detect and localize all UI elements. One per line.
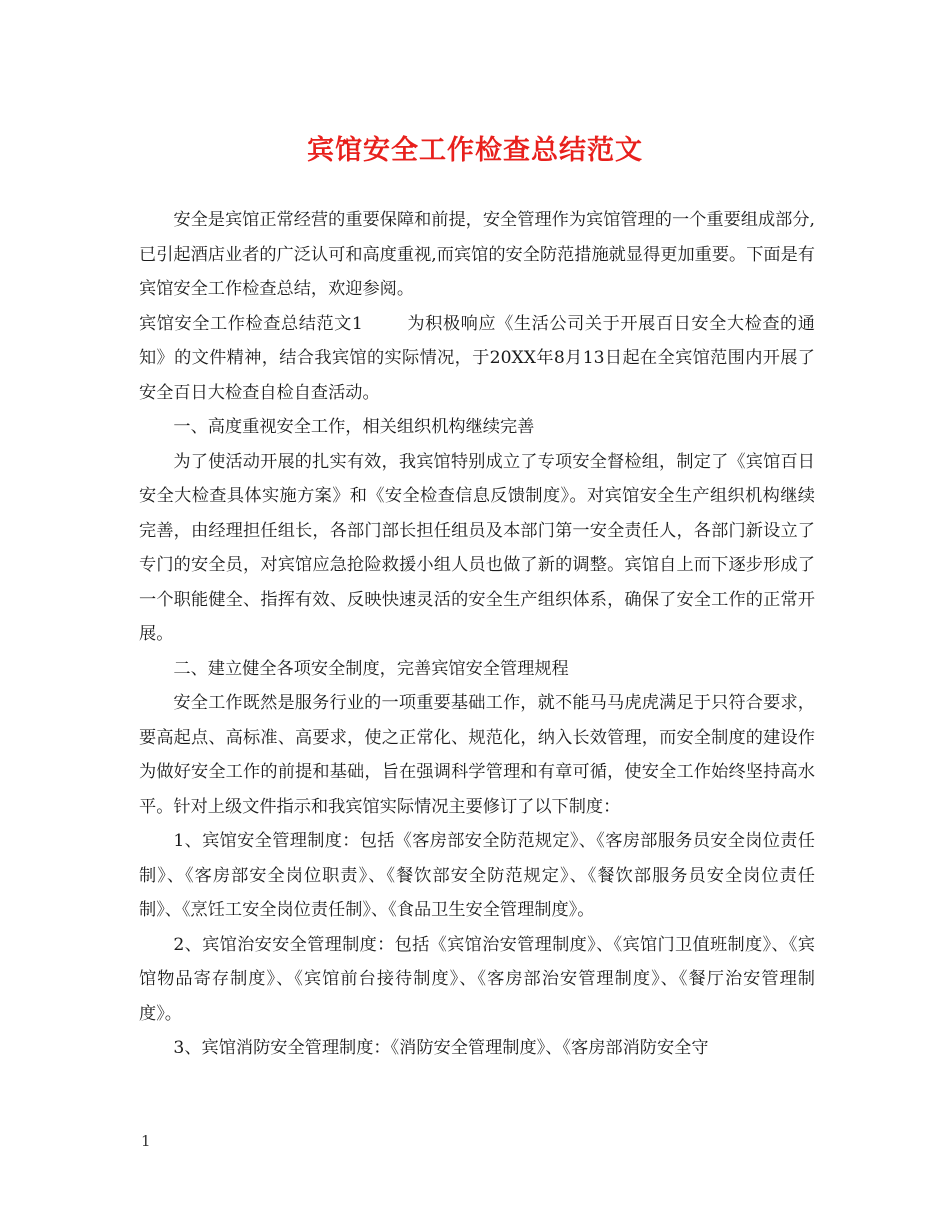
document-body <box>139 203 815 1066</box>
list-item-2: 2、宾馆治安安全管理制度：包括《宾馆治安管理制度》、《宾馆门卫值班制度》、《宾馆物品寄存制度》、《宾馆前台接待制度》、《客房部治安管理制度》、《餐厅治安管理制度》。 <box>139 934 815 1024</box>
section2-heading: 二、建立健全各项安全制度，完善宾馆安全管理规程 <box>173 658 569 679</box>
list-item-1: 1、宾馆安全管理制度：包括《客房部安全防范规定》、《客房部服务员安全岗位责任制》、《客房部安全岗位职责》、《餐饮部安全防范规定》、《餐饮部服务员安全岗位责任制》、《烹饪工安全岗位责任制》、《食品卫生安全管理制度》。 <box>139 831 815 920</box>
list-item-3: 3、宾馆消防安全管理制度：《消防安全管理制度》、《客房部消防安全守 <box>173 1038 709 1058</box>
section1-paragraph: 为了使活动开展的扎实有效，我宾馆特别成立了专项安全督检组，制定了《宾馆百日安全大检查具体实施方案》和《安全检查信息反馈制度》。对宾馆安全生产组织机构继续完善，由经理担任组长，各部门部长担任组员及本部门第一安全责任人，各部门新设立了专门的安全员，对宾馆应急抢险救援小组人员也做了新的调整。宾馆自上而下逐步形成了一个职能健全、指挥有效、反映快速灵活的安全生产组织体系，确保了安全工作的正常开展。 <box>139 451 815 644</box>
document-title: 宾馆安全工作检查总结范文 <box>307 135 643 166</box>
intro-paragraph: 安全是宾馆正常经营的重要保障和前提，安全管理作为宾馆管理的一个重要组成部分,已引起酒店业者的广泛认可和高度重视,而宾馆的安全防范措施就显得更加重要。下面是有宾馆安全工作检查总结，欢迎参阅。 <box>139 210 815 299</box>
sample-paragraph <box>139 307 815 411</box>
section2-paragraph: 安全工作既然是服务行业的一项重要基础工作，就不能马马虎虎满足于只符合要求，要高起点、高标准、高要求，使之正常化、规范化，纳入长效管理，而安全制度的建设作为做好安全工作的前提和基础，旨在强调科学管理和有章可循，使安全工作始终坚持高水平。针对上级文件指示和我宾馆实际情况主要修订了以下制度： <box>139 693 815 817</box>
page-number: 1 <box>141 1132 151 1150</box>
sample-text: 为积极响应《生活公司关于开展百日安全大检查的通知》的文件精神，结合我宾馆的实际情况，于20XX年8月13日起在全宾馆范围内开展了安全百日大检查自检自查活动。 <box>139 313 815 403</box>
sample-label: 宾馆安全工作检查总结范文1 <box>139 313 363 334</box>
section1-heading: 一、高度重视安全工作，相关组织机构继续完善 <box>173 417 535 437</box>
